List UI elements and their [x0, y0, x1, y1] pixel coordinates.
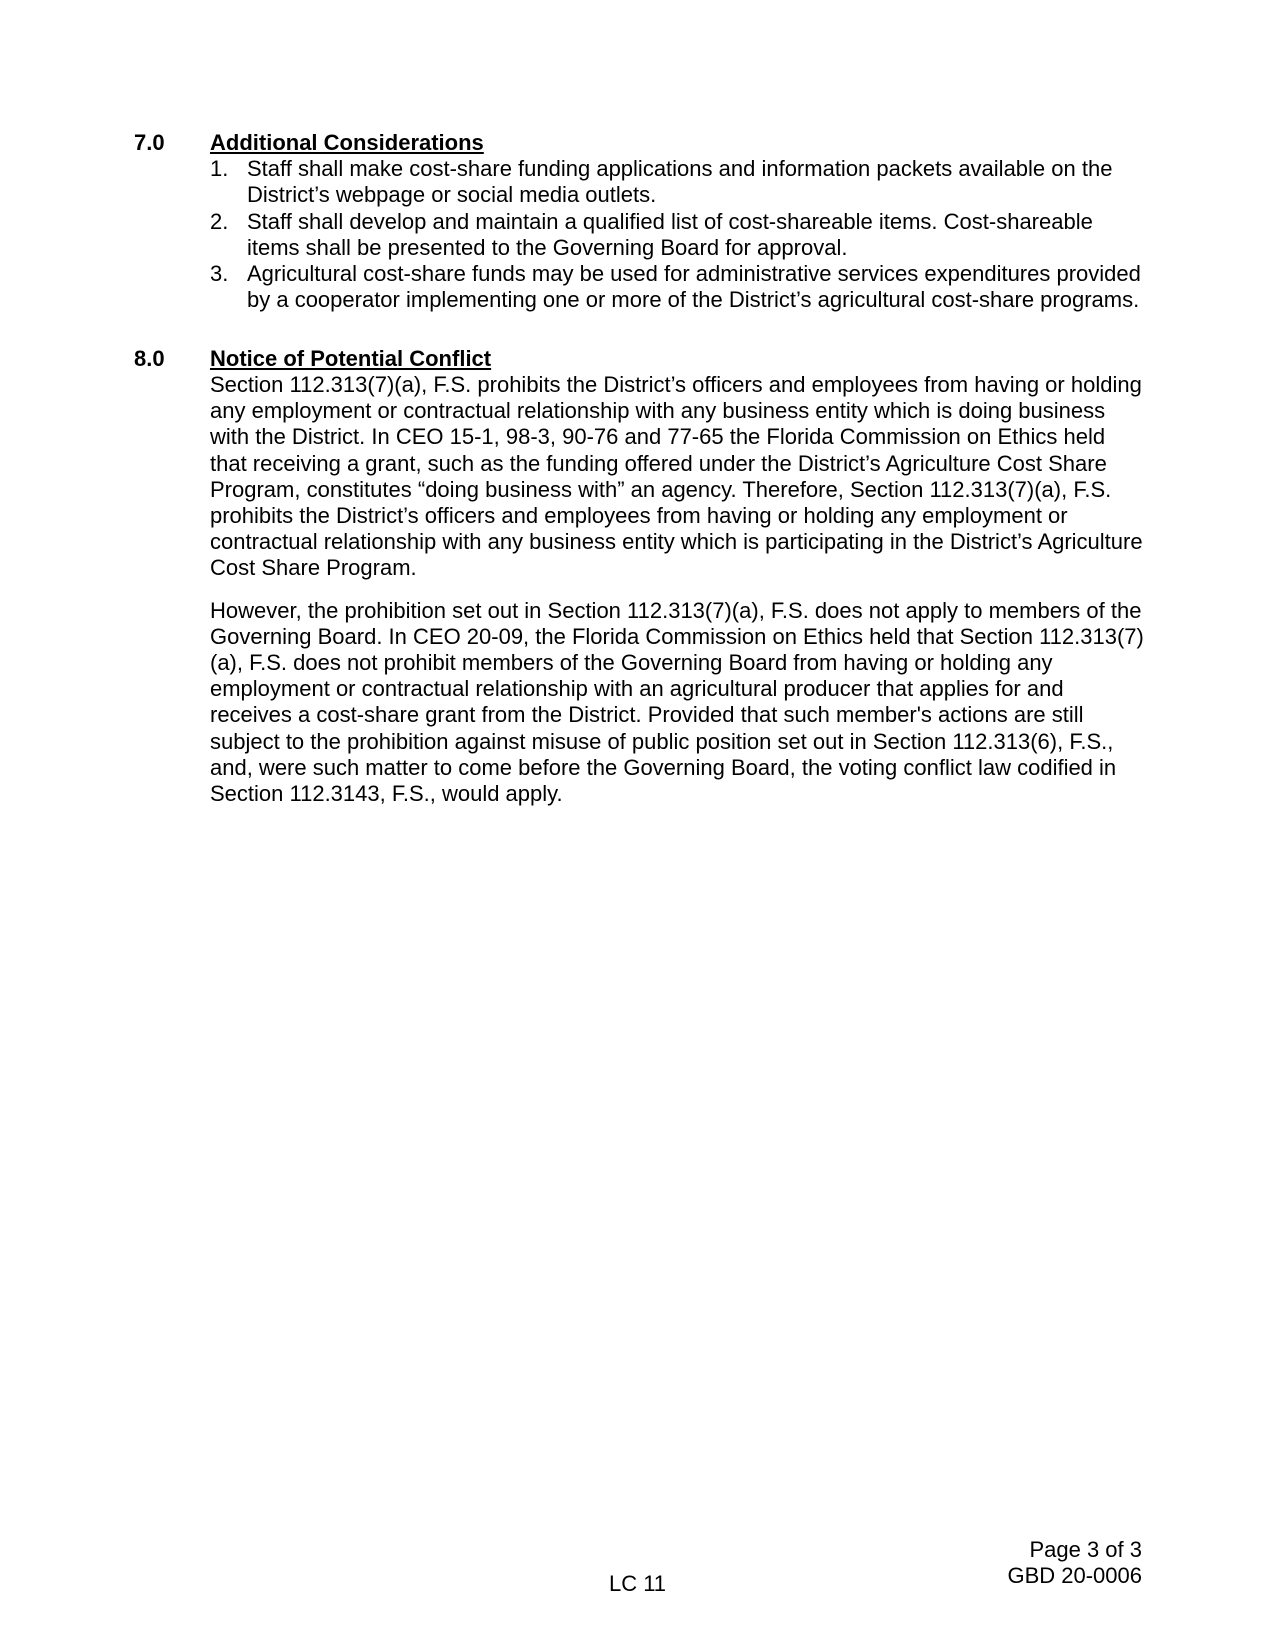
section-number: 7.0 — [134, 130, 165, 155]
list-item-number: 1. — [210, 156, 229, 181]
section-title: Additional Considerations — [210, 130, 484, 155]
list-item-number: 3. — [210, 261, 229, 287]
paragraph: However, the prohibition set out in Section 112.313(7)(a), F.S. does not apply to members of the Governing Board. In CEO 20-09, the Florida Commission on Ethics held that Section 112.313(7)(a), F.S. does not prohibit members of the Governing Board from having or holding any employment or contractual relationship with an agricultural producer that applies for and receives a cost-share grant from the District. Provided that such member's actions are still subject to the prohibition against misuse of public position set out in Section 112.313(6), F.S., and, were such matter to come before the Governing Board, the voting conflict law codified in Section 112.3143, F.S., would apply. — [210, 597, 1144, 807]
list-item — [210, 156, 1144, 209]
paragraph: Section 112.313(7)(a), F.S. prohibits the District’s officers and employees from having or holding any employment or contractual relationship with any business entity which is doing business with the District. In CEO 15-1, 98-3, 90-76 and 77-65 the Florida Commission on Ethics held that receiving a grant, such as the funding offered under the District’s Agriculture Cost Share Program, constitutes “doing business with” an agency. Therefore, Section 112.313(7)(a), F.S. prohibits the District’s officers and employees from having or holding any employment or contractual relationship with any business entity which is participating in the District’s Agriculture Cost Share Program. — [210, 372, 1143, 581]
list-item-text: Agricultural cost-share funds may be used for administrative services expenditures provided by a cooperator implementing one or more of the District’s agricultural cost-share programs. — [247, 261, 1141, 313]
footer-page-code: LC 11 — [608, 1571, 667, 1596]
list-item-text: Staff shall make cost-share funding applications and information packets available on the District’s webpage or social media outlets. — [247, 156, 1113, 208]
section-number: 8.0 — [134, 346, 165, 371]
list-item — [210, 261, 1144, 314]
section-title: Notice of Potential Conflict — [210, 346, 492, 371]
section-additional-considerations — [134, 130, 1144, 314]
footer-page-info — [1007, 1537, 1142, 1589]
list-item — [210, 209, 1144, 262]
considerations-list — [210, 156, 1144, 314]
footer-document-id: GBD 20-0006 — [1007, 1563, 1142, 1588]
section-heading — [134, 346, 1144, 372]
section-notice-of-potential-conflict — [134, 346, 1144, 807]
list-item-text: Staff shall develop and maintain a qualified list of cost-shareable items. Cost-shareable items shall be presented to the Governing Board for approval. — [247, 208, 1093, 260]
footer-page-number: Page 3 of 3 — [1029, 1537, 1142, 1562]
section-heading — [134, 130, 1144, 156]
list-item-number: 2. — [210, 208, 229, 234]
